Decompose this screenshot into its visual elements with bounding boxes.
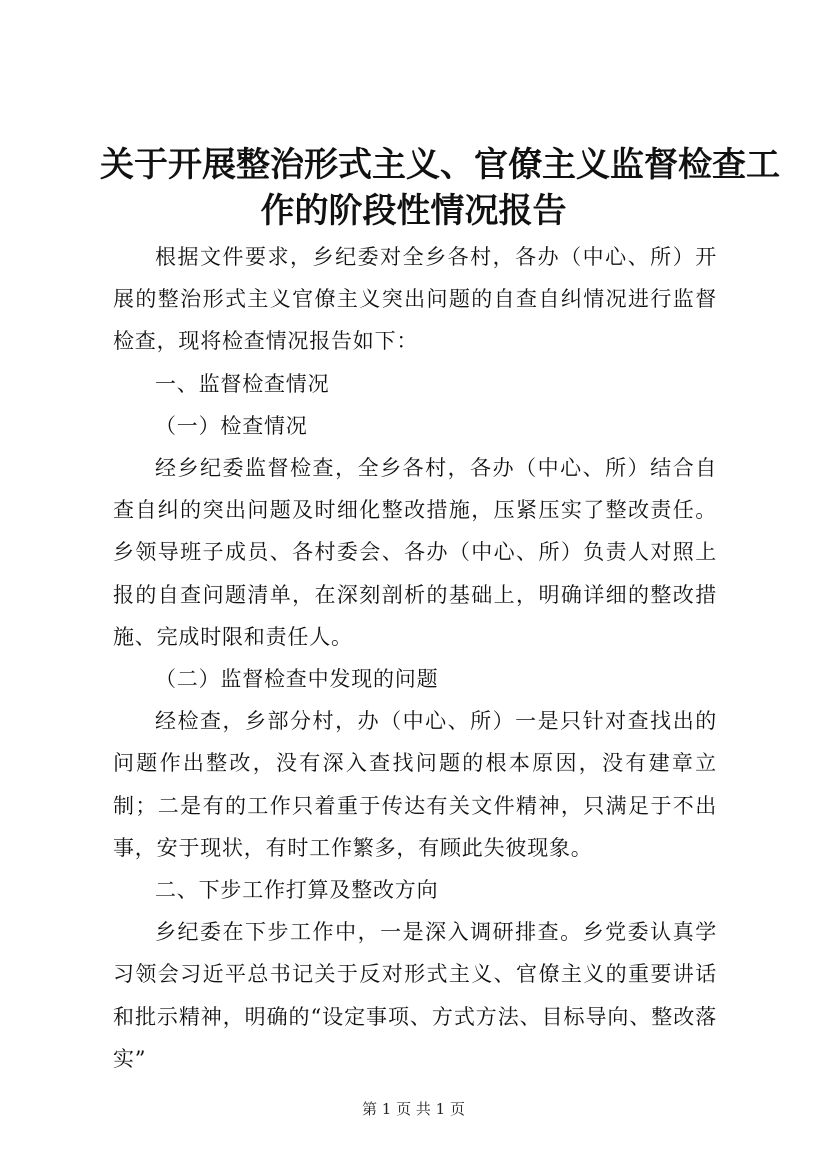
problems-paragraph: 经检查，乡部分村，办（中心、所）一是只针对查找出的问题作出整改，没有深入查找问题的根本原因，没有建章立制；二是有的工作只着重于传达有关文件精神，只满足于不出事，安于现状，有时工作繁多，有顾此失彼现象。	[113, 709, 717, 860]
section-heading-2: 二、下步工作打算及整改方向	[155, 878, 439, 903]
page-footer: 第 1 页 共 1 页	[362, 1100, 465, 1118]
inspection-paragraph: 经乡纪委监督检查，全乡各村，各办（中心、所）结合自查自纠的突出问题及时细化整改措施，压紧压实了整改责任。乡领导班子成员、各村委会、各办（中心、所）负责人对照上报的自查问题清单，在深刻剖析的基础上，明确详细的整改措施、完成时限和责任人。	[113, 456, 717, 649]
subsection-heading-1-1: （一）检查情况	[155, 413, 308, 438]
document-title-line-1: 关于开展整治形式主义、官僚主义监督检查工	[100, 145, 780, 185]
intro-paragraph: 根据文件要求，乡纪委对全乡各村，各办（中心、所）开展的整治形式主义官僚主义突出问题的自查自纠情况进行监督检查，现将检查情况报告如下：	[113, 245, 717, 354]
document-body	[113, 236, 717, 1080]
subsection-heading-1-2: （二）监督检查中发现的问题	[155, 667, 439, 692]
next-steps-paragraph: 乡纪委在下步工作中，一是深入调研排查。乡党委认真学习领会习近平总书记关于反对形式主义、官僚主义的重要讲话和批示精神，明确的“设定事项、方式方法、目标导向、整改落实”	[113, 920, 717, 1071]
section-heading-1: 一、监督检查情况	[155, 371, 330, 396]
document-title-line-2: 作的阶段性情况报告	[260, 191, 567, 231]
